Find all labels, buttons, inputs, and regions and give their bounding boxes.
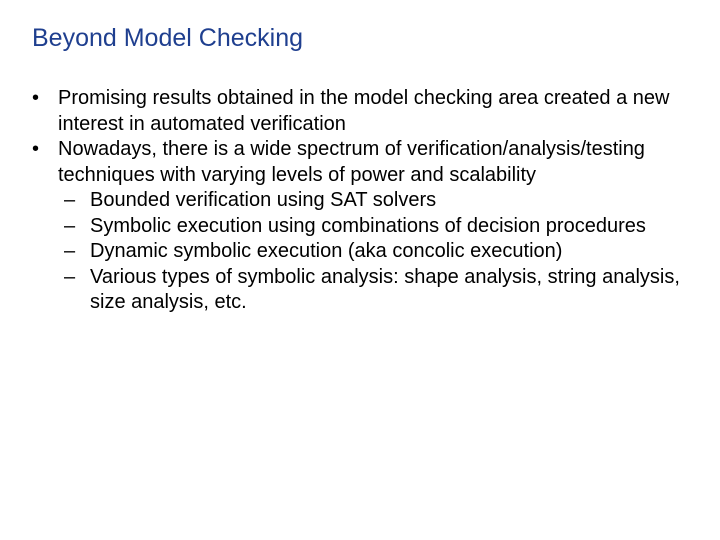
bullet-list bbox=[32, 86, 708, 188]
sub-bullet-item bbox=[32, 214, 708, 240]
sub-bullet-marker: – bbox=[64, 240, 76, 262]
slide-content bbox=[32, 86, 708, 316]
bullet-item bbox=[32, 86, 708, 137]
sub-bullet-text: Various types of symbolic analysis: shape analysis, string analysis, size analysis, etc. bbox=[90, 265, 680, 313]
bullet-text: Nowadays, there is a wide spectrum of verification/analysis/testing techniques with varying levels of power and scalability bbox=[58, 138, 645, 186]
sub-bullet-item bbox=[32, 188, 708, 214]
bullet-marker: • bbox=[32, 138, 40, 160]
bullet-text: Promising results obtained in the model checking area created a new interest in automated verification bbox=[58, 87, 670, 135]
sub-bullet-item bbox=[32, 265, 708, 316]
sub-bullet-item bbox=[32, 239, 708, 265]
sub-bullet-marker: – bbox=[64, 189, 76, 211]
slide-title: Beyond Model Checking bbox=[32, 24, 303, 52]
sub-bullet-text: Dynamic symbolic execution (aka concolic execution) bbox=[90, 240, 563, 262]
bullet-item bbox=[32, 137, 708, 188]
sub-bullet-text: Bounded verification using SAT solvers bbox=[90, 189, 437, 211]
bullet-marker: • bbox=[32, 87, 40, 109]
sub-bullet-list bbox=[32, 188, 708, 316]
sub-bullet-marker: – bbox=[64, 265, 76, 288]
sub-bullet-text: Symbolic execution using combinations of decision procedures bbox=[90, 214, 646, 237]
sub-bullet-marker: – bbox=[64, 214, 76, 237]
